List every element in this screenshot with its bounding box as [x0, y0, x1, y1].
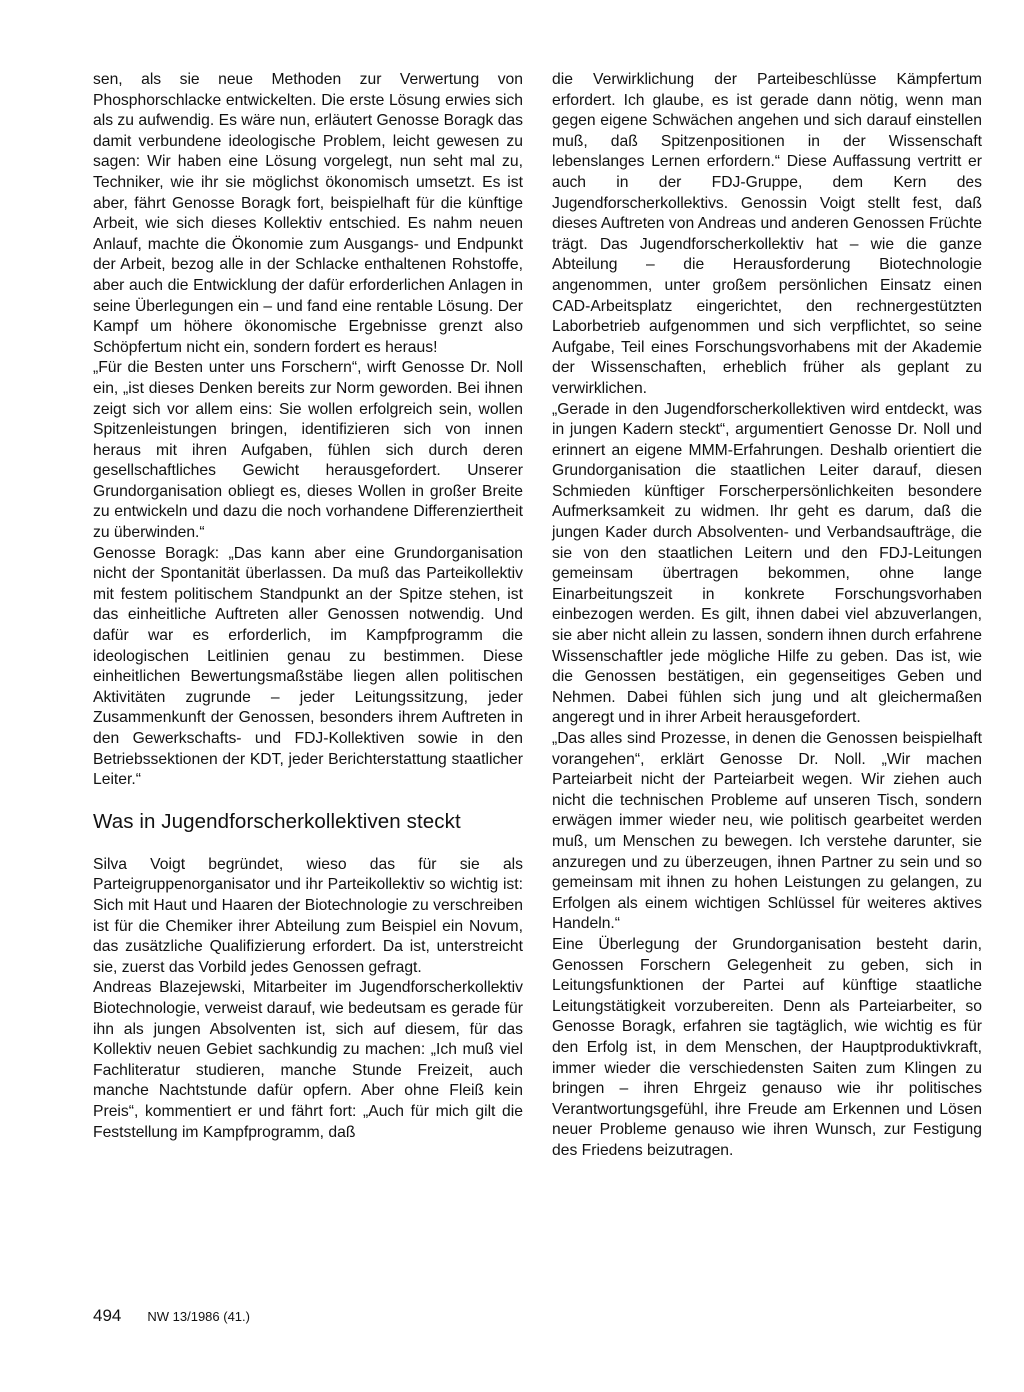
paragraph: „Für die Besten unter uns Forschern“, wirft Genosse Dr. Noll ein, „ist dieses Denken bereits zur Norm geworden. Bei ihnen zeigt sich vor allem eins: Sie wollen erfolgreich sein, wollen Spitzenleistungen bringen, identifizieren sich von innen heraus mit ihren Aufgaben, fühlen sich durch deren gesellschaftliches Gewicht herausgefordert. Unserer Grundorganisation obliegt es, dieses Wollen in großer Breite zu entwickeln und dazu die noch vorhandene Differenziertheit zu überwinden.“	[93, 359, 523, 542]
paragraph: Silva Voigt begründet, wieso das für sie als Parteigruppenorganisator und ihr Parteikollektiv so wichtig ist: Sich mit Haut und Haaren der Biotechnologie zu verschreiben ist für die Chemiker ihrer Abteilung zum Beispiel ein Novum, das zusätzliche Qualifizierung erfordert. Da ist, unterstreicht sie, zuerst das Vorbild jedes Genossen gefragt.	[93, 855, 523, 976]
paragraph: Eine Überlegung der Grundorganisation besteht darin, Genossen Forschern Gelegenheit zu geben, sich in Leitungsfunktionen der Partei auf künftige staatliche Leitungstätigkeit vorzubereiten. Denn als Parteiarbeiter, so Genosse Boragk, erfahren sie tagtäglich, wie wichtig es für den Erfolg ist, in dem Menschen, der Hauptproduktivkraft, immer wieder die verschiedensten Saiten zum Klingen zu bringen – ihren Ehrgeiz genauso wie ihr politisches Verantwortungsgefühl, ihre Freude am Erkennen und Lösen neuer Probleme genauso wie ihren Wunsch, zur Festigung des Friedens beizutragen.	[552, 935, 982, 1159]
page-footer	[93, 1306, 250, 1330]
paragraph: „Das alles sind Prozesse, in denen die Genossen beispielhaft vorangehen“, erklärt Genosse Dr. Noll. „Wir machen Parteiarbeit nicht der Parteiarbeit wegen. Wir ziehen auch nicht die technischen Probleme auf unseren Tisch, sondern erwägen immer wieder neu, wie politisch gearbeitet werden muß, um Menschen zu bewegen. Ich verstehe darunter, sie anzuregen und zu überzeugen, ihnen Partner zu sein und so gemeinsam mit ihnen zu hohen Leistungen zu gelangen, zu Erfolgen als einem wichtigen Schlüssel für weiteres aktives Handeln.“	[552, 730, 982, 933]
issue-reference: NW 13/1986 (41.)	[147, 1309, 250, 1324]
paragraph: Genosse Boragk: „Das kann aber eine Grundorganisation nicht der Spontanität überlassen. Da muß das Parteikollektiv mit festem politischem Standpunkt an der Spitze stehen, ist das einheitliche Auftreten aller Genossen notwendig. Und dafür war es erforderlich, im Kampfprogramm die ideologischen Leitlinien genau zu bestimmen. Diese einheitlichen Bewertungsmaßstäbe liegen allen politischen Aktivitäten zugrunde – jeder Leitungssitzung, jeder Zusammenkunft der Genossen, besonders ihrem Auftreten in den Gewerkschafts- und FDJ-Kollektiven sowie in den Betriebssektionen der KDT, jeder Berichterstattung staatlicher Leiter.“	[93, 544, 523, 789]
paragraph: sen, als sie neue Methoden zur Verwertung von Phosphorschlacke entwickelten. Die erste Lösung erwies sich als zu aufwendig. Es wäre nun, erläutert Genosse Boragk das damit verbundene ideologische Problem, leicht gewesen zu sagen: Wir haben eine Lösung vorgelegt, nun seht mal zu, Techniker, wie ihr sie möglichst ökonomisch umsetzt. Es ist aber, fährt Genosse Boragk fort, beispielhaft für die künftige Arbeit, wie sich dieses Kollektiv entschied. Es nahm neuen Anlauf, machte die Ökonomie zum Ausgangs- und Endpunkt der Arbeit, bezog alle in der Schlacke enthaltenen Rohstoffe, aber auch die Entwicklung der dafür erforderlichen Anlagen in seine Überlegungen ein – und fand eine rentable Lösung. Der Kampf um höhere ökonomische Ergebnisse grenzt also Schöpfertum nicht ein, sondern fordert es heraus!	[93, 71, 523, 356]
section-heading: Was in Jugendforscherkollektiven steckt	[93, 809, 461, 833]
paragraph: „Gerade in den Jugendforscherkollektiven wird entdeckt, was in jungen Kadern steckt“, argumentiert Genosse Dr. Noll und erinnert an eigene MMM-Erfahrungen. Deshalb orientiert die Grundorganisation die staatlichen Leiter darauf, diesen Schmieden künftiger Forscherpersönlichkeiten besondere Aufmerksamkeit zu widmen. Ihr geht es darum, daß die jungen Kader durch Absolventen- und Verbandsaufträge, die sie von den staatlichen Leitern und den FDJ-Leitungen gemeinsam übertragen bekommen, ohne lange Einarbeitungszeit in konkrete Forschungsvorhaben einbezogen werden. Es gilt, ihnen dabei viel abzuverlangen, sie aber nicht allein zu lassen, sondern ihnen durch erfahrene Wissenschaftler jede mögliche Hilfe zu geben. Das ist, wie die Genossen bestätigen, ein gegenseitiges Geben und Nehmen. Dabei fühlen sich jung und alt gleichermaßen angeregt und in ihrer Arbeit herausgefordert.	[552, 400, 982, 727]
page-number: 494	[93, 1306, 122, 1325]
left-column	[93, 70, 523, 1143]
right-column	[552, 70, 982, 1161]
paragraph: die Verwirklichung der Parteibeschlüsse Kämpfertum erfordert. Ich glaube, es ist gerade dann nötig, wenn man gegen eigene Schwächen angehen und sich darauf einstellen muß, daß Spitzenpositionen in der Wissenschaft lebenslanges Lernen erfordern.“ Diese Auffassung vertritt er auch in der FDJ-Gruppe, dem Kern des Jugendforscherkollektivs. Genossin Voigt stellt fest, daß dieses Auftreten von Andreas und anderen Genossen Früchte trägt. Das Jugendforscherkollektiv hat – wie die ganze Abteilung – die Herausforderung Biotechnologie angenommen, unter großem persönlichen Einsatz einen CAD-Arbeitsplatz eingerichtet, den rechnergestützten Laborbetrieb aufgenommen und sich verpflichtet, so seine Aufgabe, Teil eines Forschungsvorhabens mit der Akademie der Wissenschaften, erheblich früher als geplant zu verwirklichen.	[552, 71, 982, 397]
paragraph: Andreas Blazejewski, Mitarbeiter im Jugendforscherkollektiv Biotechnologie, verweist darauf, wie bedeutsam es gerade für ihn als jungen Absolventen ist, sich auf diesem, für das Kollektiv neuen Gebiet sachkundig zu machen: „Ich muß viel Fachliteratur studieren, manche Stunde Freizeit, auch manche Nachtstunde dafür opfern. Aber ohne Fleiß kein Preis“, kommentiert er und fährt fort: „Auch für mich gilt die Feststellung im Kampfprogramm, daß	[93, 979, 523, 1141]
